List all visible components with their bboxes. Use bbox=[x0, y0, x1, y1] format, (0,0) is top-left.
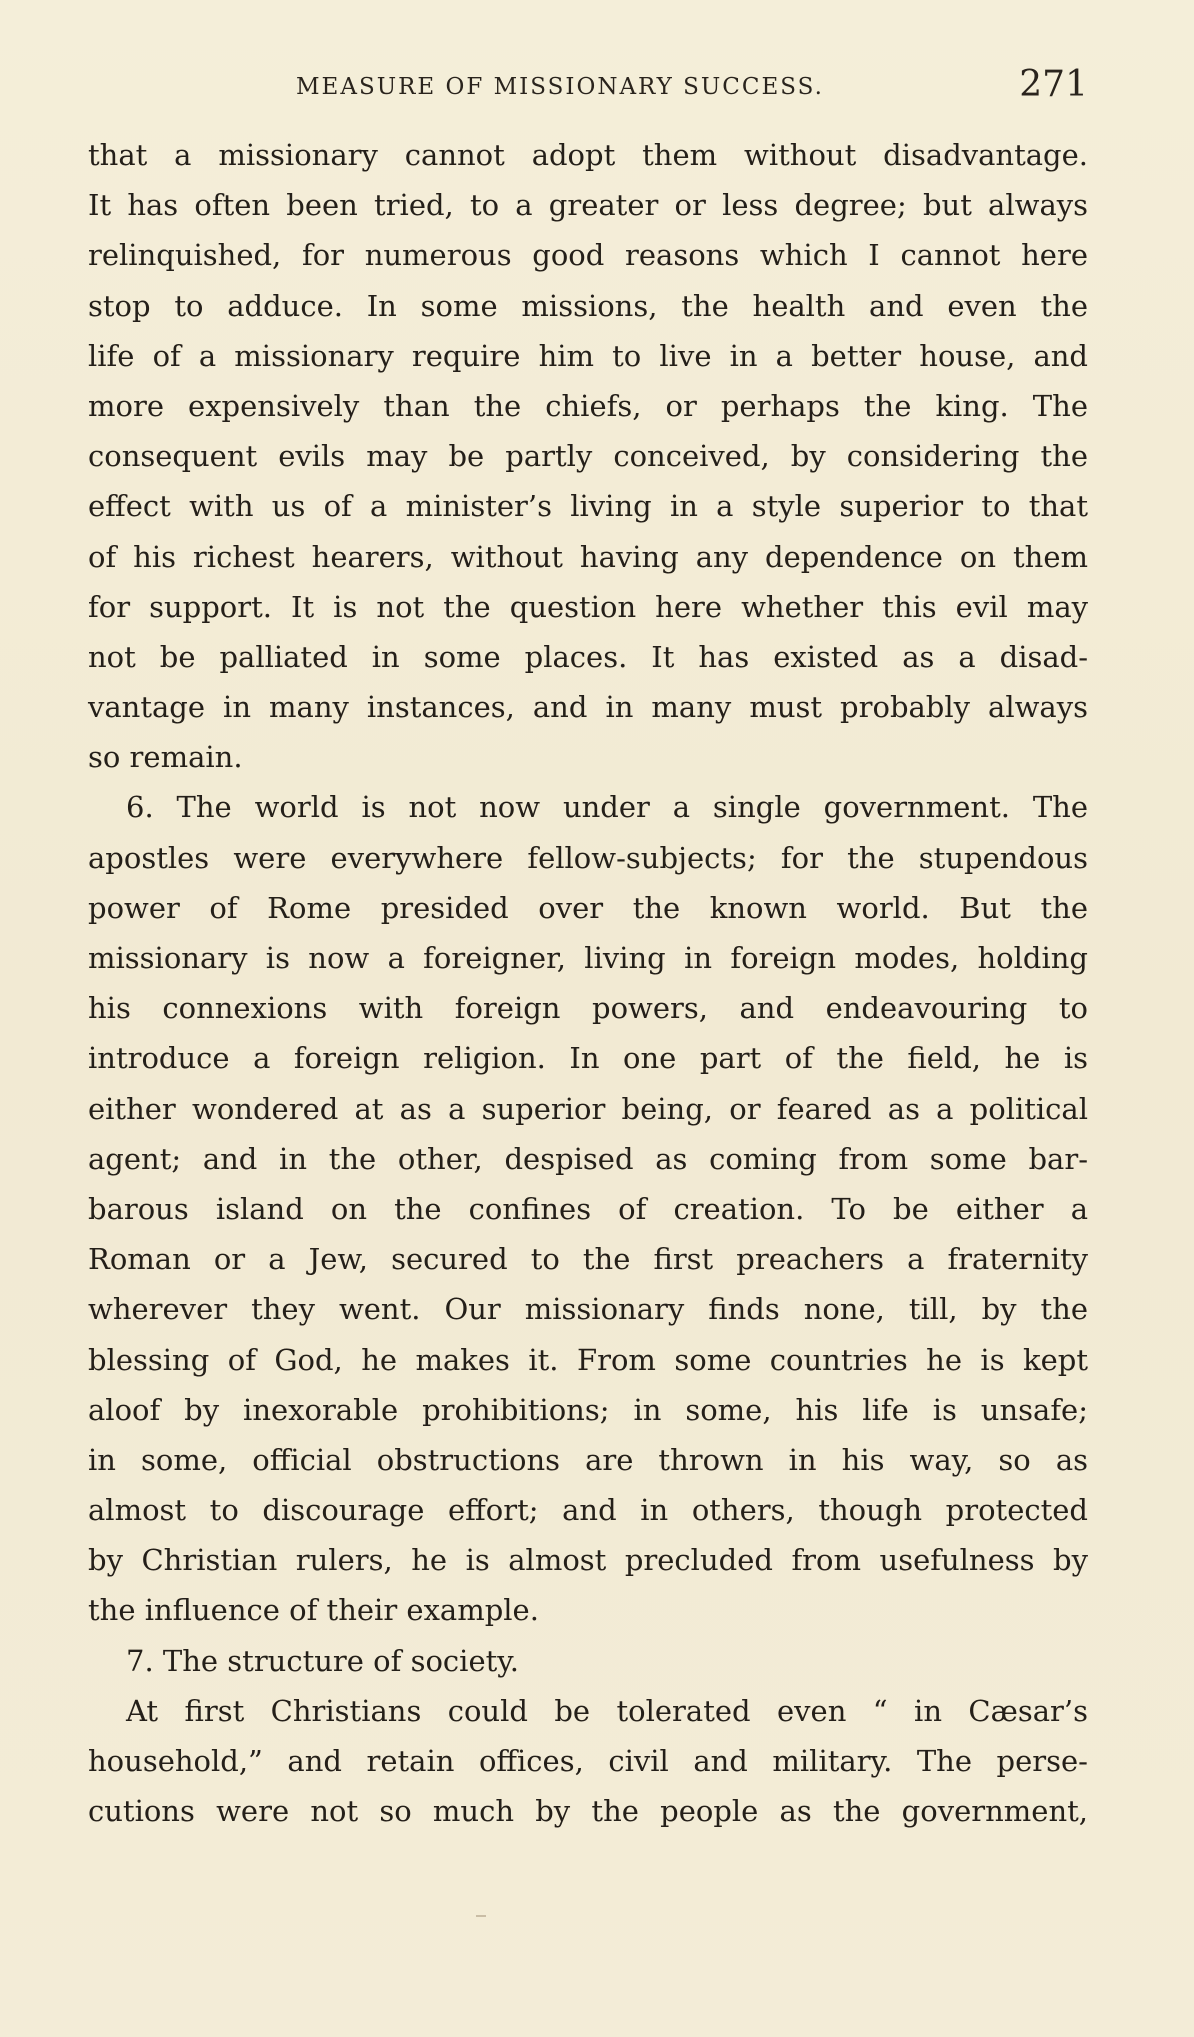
page-number: 271 bbox=[1019, 64, 1088, 105]
text-line: of his richest hearers, without having any dependence on them bbox=[88, 539, 1088, 574]
text-line: introduce a foreign religion. In one part of the field, he is bbox=[88, 1041, 1088, 1076]
text-line: that a missionary cannot adopt them without disadvantage. bbox=[88, 138, 1088, 172]
text-line: stop to adduce. In some missions, the health and even the bbox=[88, 288, 1088, 323]
text-line: almost to discourage effort; and in others, though protected bbox=[88, 1493, 1088, 1528]
text-line: the influence of their example. bbox=[88, 1593, 539, 1628]
text-line: not be palliated in some places. It has existed as a disad- bbox=[88, 639, 1088, 674]
text-line: agent; and in the other, despised as coming from some bar- bbox=[88, 1141, 1088, 1176]
text-line: wherever they went. Our missionary finds none, till, by the bbox=[88, 1292, 1088, 1327]
text-line: more expensively than the chiefs, or perhaps the king. The bbox=[88, 388, 1088, 423]
print-mark bbox=[476, 1915, 486, 1917]
text-line: in some, official obstructions are thrown in his way, so as bbox=[88, 1442, 1088, 1477]
body-text bbox=[88, 130, 1088, 1836]
text-line: so remain. bbox=[88, 740, 243, 775]
text-line: blessing of God, he makes it. From some countries he is kept bbox=[88, 1342, 1088, 1377]
text-line: 6. The world is not now under a single government. The bbox=[126, 790, 1088, 825]
text-line: household,” and retain offices, civil and military. The perse- bbox=[88, 1744, 1088, 1778]
text-line: apostles were everywhere fellow-subjects; for the stupendous bbox=[88, 840, 1088, 875]
text-line: for support. It is not the question here whether this evil may bbox=[88, 589, 1088, 624]
text-line: vantage in many instances, and in many must probably always bbox=[88, 690, 1088, 725]
text-line: consequent evils may be partly conceived, by considering the bbox=[88, 439, 1088, 474]
text-line: his connexions with foreign powers, and endeavouring to bbox=[88, 991, 1088, 1026]
text-line: 7. The structure of society. bbox=[126, 1643, 520, 1678]
text-line: effect with us of a minister’s living in a style superior to that bbox=[88, 489, 1088, 524]
text-line: cutions were not so much by the people as the government, bbox=[88, 1794, 1088, 1829]
text-line: by Christian rulers, he is almost precluded from usefulness by bbox=[88, 1543, 1088, 1578]
text-line: either wondered at as a superior being, or feared as a political bbox=[88, 1091, 1088, 1126]
text-line: aloof by inexorable prohibitions; in some, his life is unsafe; bbox=[88, 1392, 1088, 1427]
text-line: barous island on the confines of creation. To be either a bbox=[88, 1191, 1088, 1226]
running-head bbox=[88, 64, 1088, 114]
text-line: Roman or a Jew, secured to the first preachers a fraternity bbox=[88, 1242, 1088, 1277]
text-line: power of Rome presided over the known world. But the bbox=[88, 890, 1088, 925]
text-line: relinquished, for numerous good reasons which I cannot here bbox=[88, 238, 1088, 273]
text-line: missionary is now a foreigner, living in foreign modes, holding bbox=[88, 941, 1088, 975]
text-line: It has often been tried, to a greater or less degree; but always bbox=[88, 188, 1088, 223]
text-line: At first Christians could be tolerated even “ in Cæsar’s bbox=[126, 1693, 1088, 1728]
running-title: MEASURE OF MISSIONARY SUCCESS. bbox=[296, 74, 824, 100]
text-line: life of a missionary require him to live in a better house, and bbox=[88, 338, 1088, 373]
